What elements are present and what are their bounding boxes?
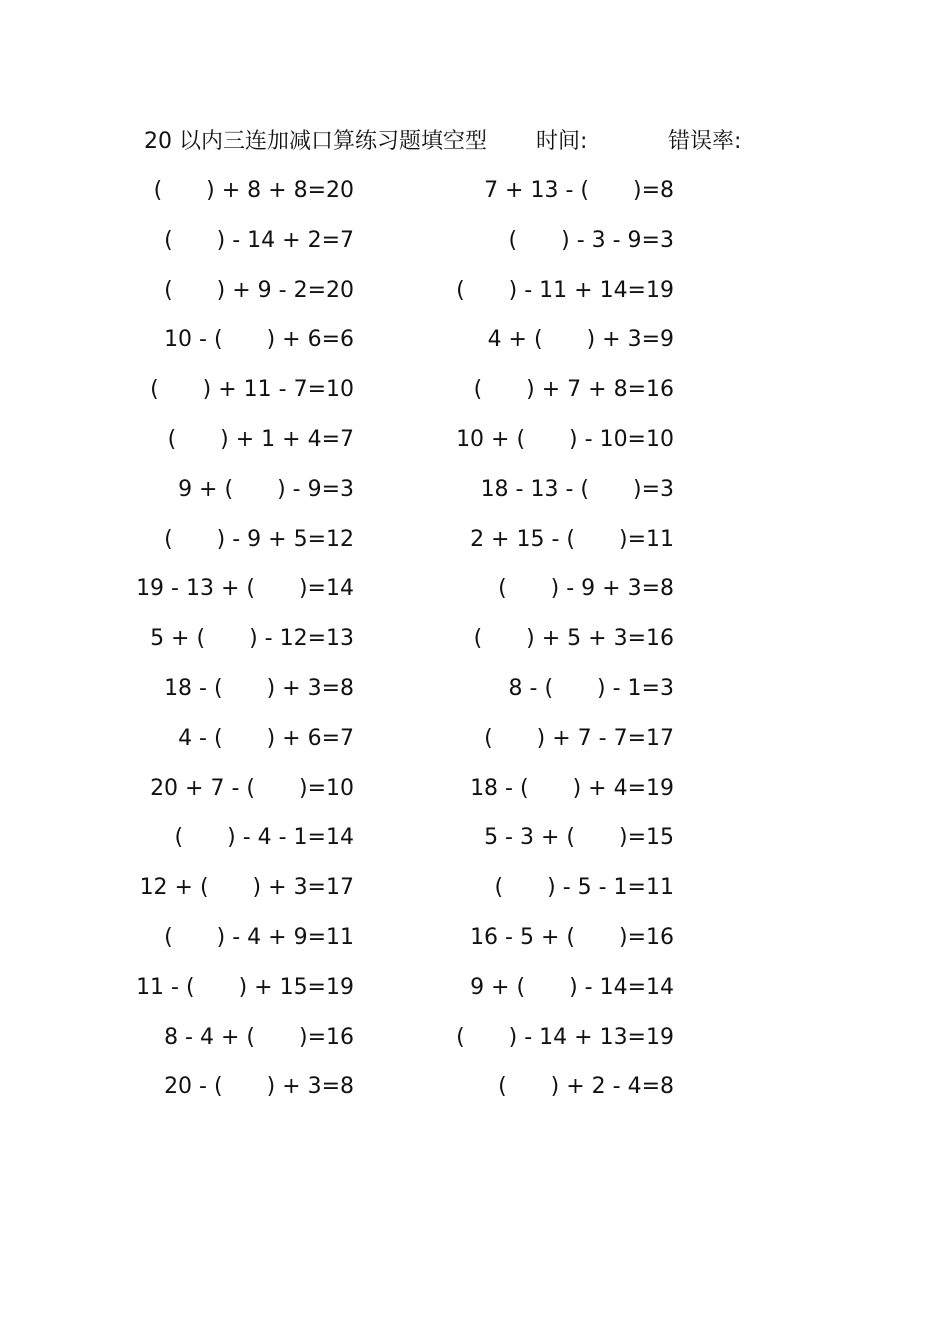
problem: 4 + ( ) + 3=9 <box>487 327 674 353</box>
problem: 18 - ( ) + 3=8 <box>164 675 354 701</box>
problem: 5 + ( ) - 12=13 <box>150 626 354 652</box>
problem-column-left <box>134 171 354 1117</box>
time-label: 时间: <box>536 129 588 154</box>
problem: 10 + ( ) - 10=10 <box>456 426 674 452</box>
problem: 4 - ( ) + 6=7 <box>178 725 354 751</box>
problem: 20 - ( ) + 3=8 <box>164 1074 354 1100</box>
problem: ( ) + 9 - 2=20 <box>164 277 354 303</box>
problem: ( ) - 14 + 13=19 <box>456 1024 674 1050</box>
problem: ( ) - 5 - 1=11 <box>494 875 674 901</box>
problem: ( ) + 1 + 4=7 <box>167 426 354 452</box>
problem: 10 - ( ) + 6=6 <box>164 327 354 353</box>
problem: ( ) + 7 - 7=17 <box>484 725 674 751</box>
problem: ( ) + 8 + 8=20 <box>153 178 354 203</box>
problem: 12 + ( ) + 3=17 <box>139 875 354 901</box>
problem: ( ) - 9 + 5=12 <box>164 526 354 552</box>
problem: 11 - ( ) + 15=19 <box>136 974 354 1000</box>
problem: 7 + 13 - ( )=8 <box>484 178 674 203</box>
worksheet-header <box>144 124 784 160</box>
problem: 2 + 15 - ( )=11 <box>470 526 674 552</box>
problem: ( ) - 9 + 3=8 <box>498 576 674 602</box>
problem: ( ) + 11 - 7=10 <box>150 377 354 403</box>
problem: ( ) + 7 + 8=16 <box>473 377 674 403</box>
problem: 18 - ( ) + 4=19 <box>470 775 674 801</box>
problem: ( ) + 2 - 4=8 <box>498 1074 674 1100</box>
problem: 9 + ( ) - 14=14 <box>470 974 674 1000</box>
problem: 20 + 7 - ( )=10 <box>150 775 354 801</box>
problem: 19 - 13 + ( )=14 <box>136 576 354 602</box>
problem: ( ) - 3 - 9=3 <box>508 227 674 253</box>
problem: 9 + ( ) - 9=3 <box>178 476 354 502</box>
worksheet-title: 20 以内三连加减口算练习题填空型 <box>144 129 487 154</box>
problem: ( ) - 11 + 14=19 <box>456 277 674 303</box>
problem: ( ) - 14 + 2=7 <box>164 227 354 253</box>
problem: 18 - 13 - ( )=3 <box>480 476 674 502</box>
problem: 5 - 3 + ( )=15 <box>484 825 674 851</box>
problem: 8 - ( ) - 1=3 <box>508 675 674 701</box>
problem: ( ) - 4 + 9=11 <box>164 924 354 950</box>
error-rate-label: 错误率: <box>668 129 742 154</box>
problem: ( ) - 4 - 1=14 <box>174 825 354 851</box>
problem-column-right <box>454 171 674 1117</box>
problem: 8 - 4 + ( )=16 <box>164 1024 354 1050</box>
problem: ( ) + 5 + 3=16 <box>473 626 674 652</box>
problem: 16 - 5 + ( )=16 <box>470 924 674 950</box>
